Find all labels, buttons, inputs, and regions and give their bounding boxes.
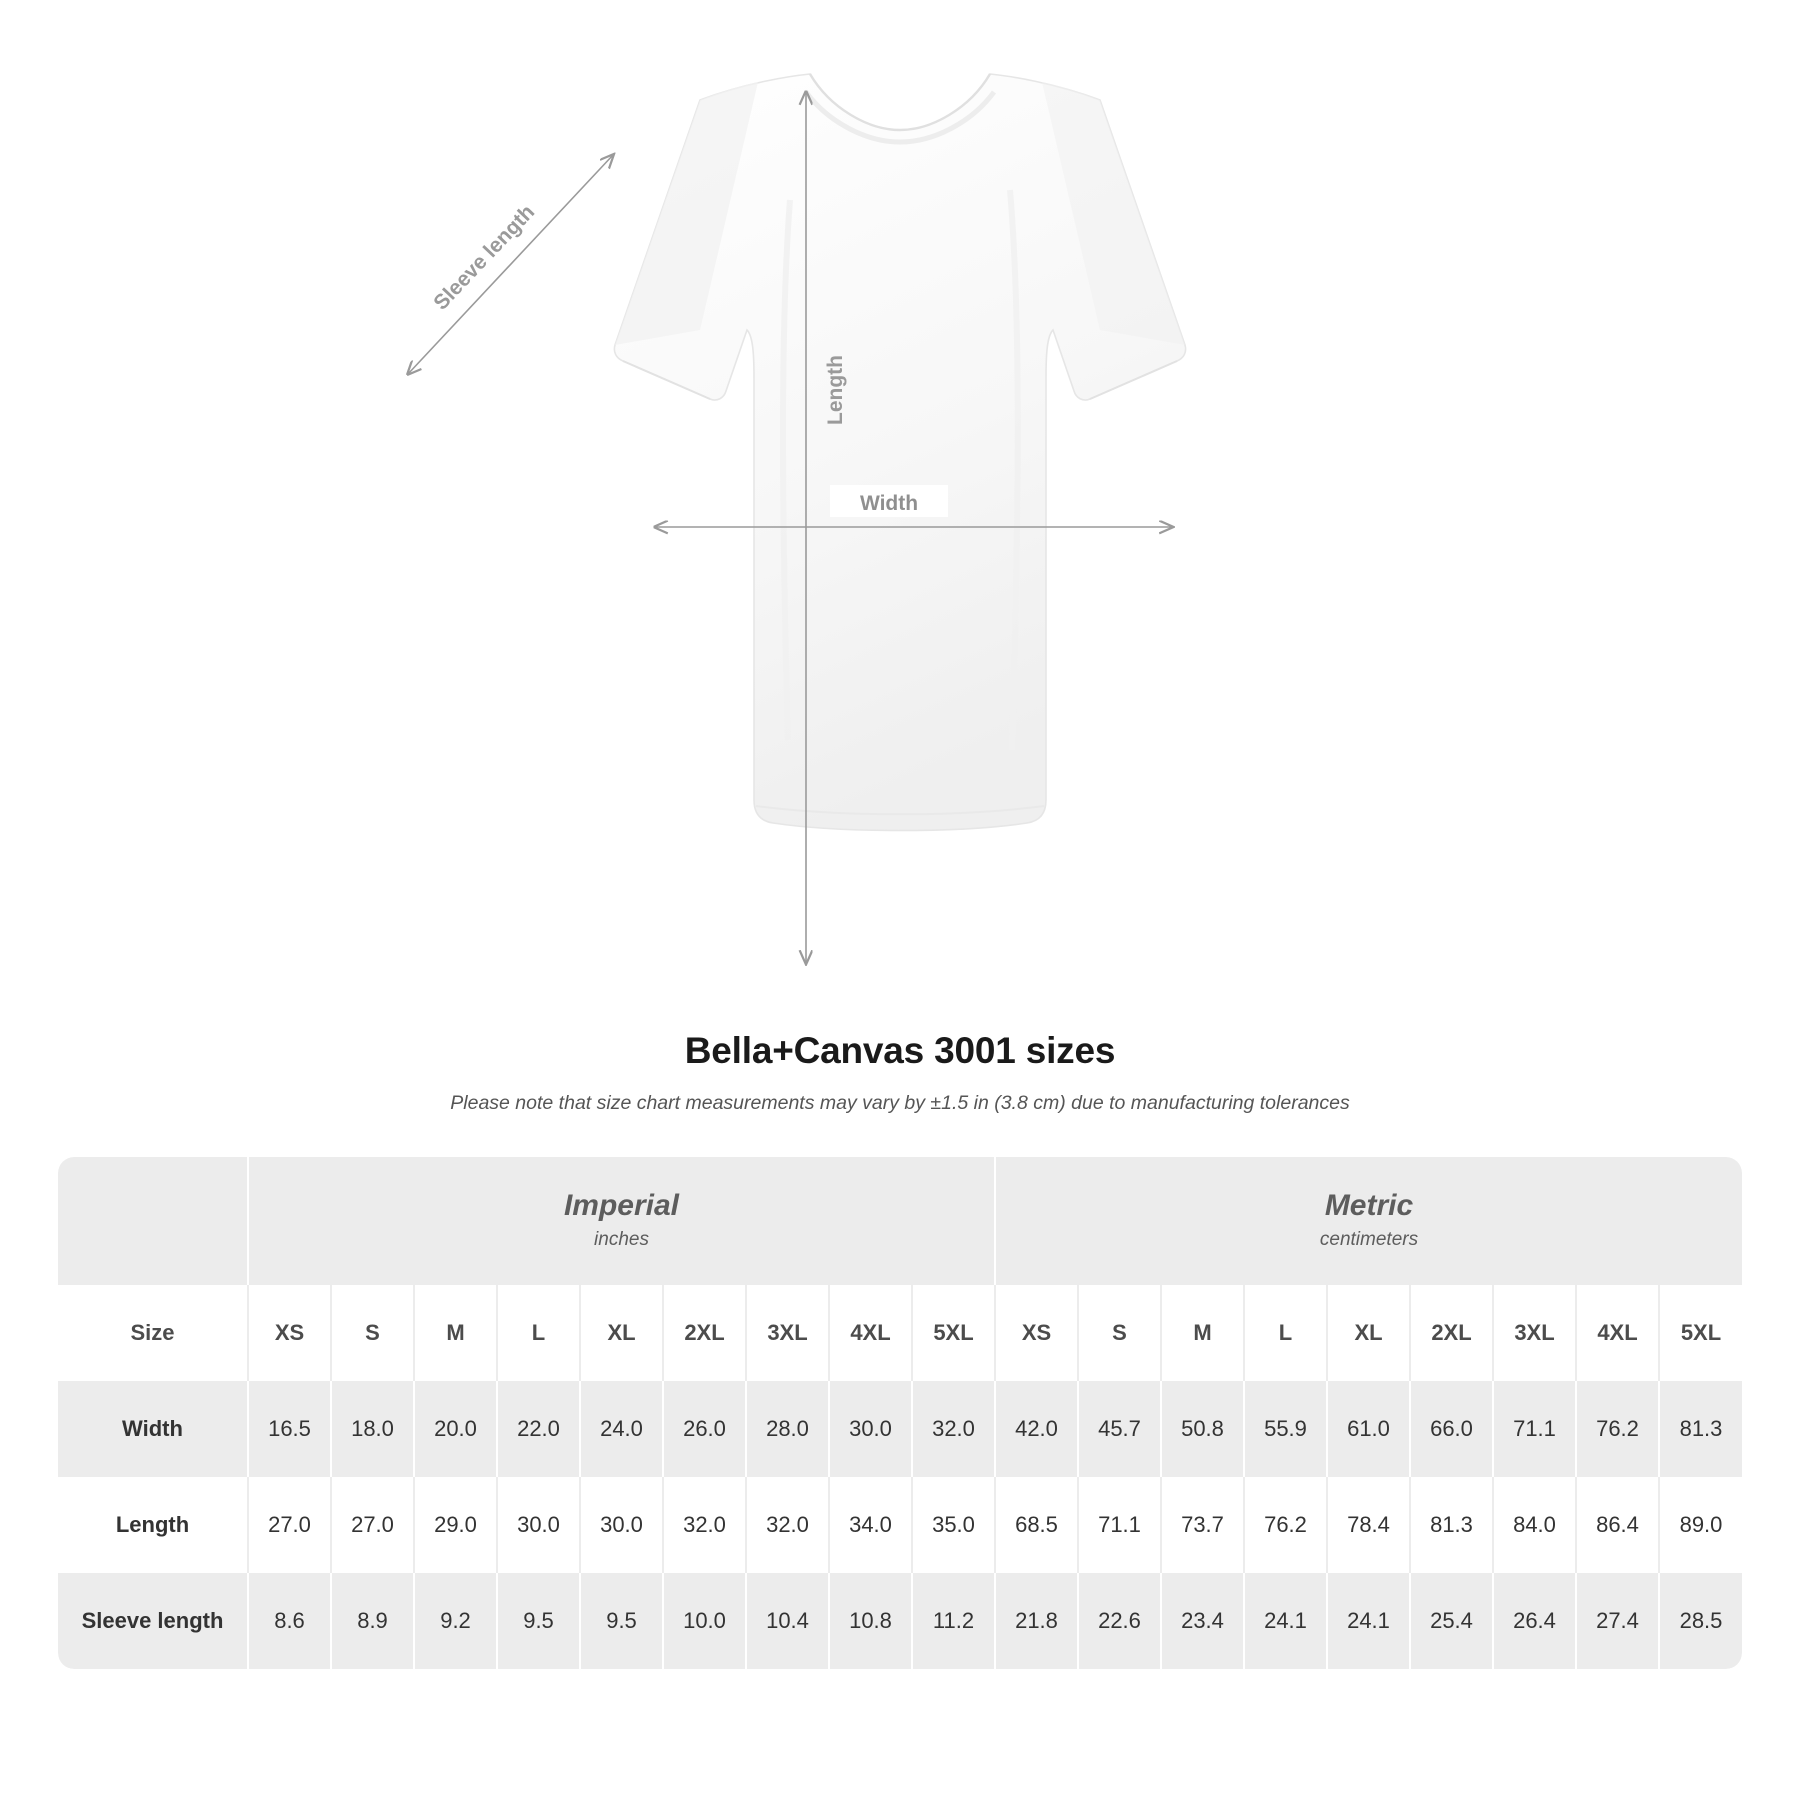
measurement-cell: 24.0 <box>580 1381 663 1477</box>
measurement-cell: 30.0 <box>829 1381 912 1477</box>
measurement-cell: 27.4 <box>1576 1573 1659 1669</box>
measurement-cell: 78.4 <box>1327 1477 1410 1573</box>
measurement-cell: 86.4 <box>1576 1477 1659 1573</box>
measurement-cell: 8.6 <box>248 1573 331 1669</box>
row-label: Length <box>58 1477 248 1573</box>
measurement-cell: 81.3 <box>1410 1477 1493 1573</box>
measurement-cell: 23.4 <box>1161 1573 1244 1669</box>
measurement-cell: 26.4 <box>1493 1573 1576 1669</box>
measurement-cell: 26.0 <box>663 1381 746 1477</box>
sleeve-length-label: Sleeve length <box>429 200 540 315</box>
size-header-cell: S <box>1078 1285 1161 1381</box>
unit-sub: inches <box>594 1228 649 1250</box>
measurement-cell: 42.0 <box>995 1381 1078 1477</box>
size-header-cell: 5XL <box>912 1285 995 1381</box>
measurement-cell: 34.0 <box>829 1477 912 1573</box>
measurement-cell: 20.0 <box>414 1381 497 1477</box>
unit-header-metric <box>995 1157 1742 1285</box>
measurement-cell: 73.7 <box>1161 1477 1244 1573</box>
measurement-cell: 27.0 <box>248 1477 331 1573</box>
size-table-wrap <box>58 1157 1742 1669</box>
measurement-cell: 55.9 <box>1244 1381 1327 1477</box>
table-row <box>58 1573 1742 1669</box>
measurement-cell: 28.5 <box>1659 1573 1742 1669</box>
measurement-cell: 16.5 <box>248 1381 331 1477</box>
row-label: Width <box>58 1381 248 1477</box>
measurement-cell: 45.7 <box>1078 1381 1161 1477</box>
size-header-cell: M <box>1161 1285 1244 1381</box>
measurement-cell: 61.0 <box>1327 1381 1410 1477</box>
measurement-cell: 32.0 <box>746 1477 829 1573</box>
size-header-cell: XL <box>580 1285 663 1381</box>
size-label-cell: Size <box>58 1285 248 1381</box>
row-label: Sleeve length <box>58 1573 248 1669</box>
measurement-cell: 76.2 <box>1576 1381 1659 1477</box>
measurement-cell: 29.0 <box>414 1477 497 1573</box>
measurement-cell: 24.1 <box>1244 1573 1327 1669</box>
length-label: Length <box>824 355 847 425</box>
measurement-cell: 22.0 <box>497 1381 580 1477</box>
measurement-cell: 68.5 <box>995 1477 1078 1573</box>
measurement-cell: 89.0 <box>1659 1477 1742 1573</box>
measurement-cell: 27.0 <box>331 1477 414 1573</box>
measurement-cell: 10.4 <box>746 1573 829 1669</box>
size-header-cell: 3XL <box>746 1285 829 1381</box>
tolerance-note: Please note that size chart measurements may vary by ±1.5 in (3.8 cm) due to manufacturing tolerances <box>450 1092 1350 1114</box>
size-header-cell: 2XL <box>663 1285 746 1381</box>
measurement-cell: 11.2 <box>912 1573 995 1669</box>
size-header-cell: L <box>497 1285 580 1381</box>
unit-name: Imperial <box>563 1189 680 1223</box>
measurement-cell: 8.9 <box>331 1573 414 1669</box>
table-row <box>58 1477 1742 1573</box>
size-header-cell: XS <box>995 1285 1078 1381</box>
measurement-cell: 25.4 <box>1410 1573 1493 1669</box>
measurement-cell: 21.8 <box>995 1573 1078 1669</box>
measurement-cell: 30.0 <box>497 1477 580 1573</box>
tshirt-shape <box>614 74 1185 831</box>
measurement-cell: 84.0 <box>1493 1477 1576 1573</box>
size-header-row <box>58 1285 1742 1381</box>
measurement-cell: 18.0 <box>331 1381 414 1477</box>
measurement-cell: 76.2 <box>1244 1477 1327 1573</box>
unit-banner-row <box>58 1157 1742 1285</box>
size-header-cell: 4XL <box>1576 1285 1659 1381</box>
measurement-cell: 32.0 <box>663 1477 746 1573</box>
measurement-cell: 32.0 <box>912 1381 995 1477</box>
measurement-cell: 28.0 <box>746 1381 829 1477</box>
measurement-cell: 35.0 <box>912 1477 995 1573</box>
measurement-cell: 24.1 <box>1327 1573 1410 1669</box>
table-row <box>58 1381 1742 1477</box>
size-header-cell: L <box>1244 1285 1327 1381</box>
unit-header-imperial <box>248 1157 995 1285</box>
measurement-cell: 71.1 <box>1493 1381 1576 1477</box>
measurement-cell: 66.0 <box>1410 1381 1493 1477</box>
unit-banner-spacer <box>58 1157 248 1285</box>
sleeve-length-dimension <box>408 155 613 374</box>
measurement-cell: 71.1 <box>1078 1477 1161 1573</box>
size-header-cell: M <box>414 1285 497 1381</box>
size-header-cell: 3XL <box>1493 1285 1576 1381</box>
measurement-cell: 10.8 <box>829 1573 912 1669</box>
unit-sub: centimeters <box>1319 1228 1419 1250</box>
unit-name: Metric <box>1324 1189 1414 1223</box>
size-header-cell: XS <box>248 1285 331 1381</box>
size-header-cell: XL <box>1327 1285 1410 1381</box>
measurement-cell: 9.2 <box>414 1573 497 1669</box>
measurement-cell: 81.3 <box>1659 1381 1742 1477</box>
width-label: Width <box>859 492 919 515</box>
size-header-cell: 2XL <box>1410 1285 1493 1381</box>
measurement-cell: 50.8 <box>1161 1381 1244 1477</box>
measurement-cell: 30.0 <box>580 1477 663 1573</box>
measurement-cell: 10.0 <box>663 1573 746 1669</box>
measurement-cell: 9.5 <box>580 1573 663 1669</box>
page-title: Bella+Canvas 3001 sizes <box>684 1030 1116 1071</box>
size-header-cell: 5XL <box>1659 1285 1742 1381</box>
size-header-cell: S <box>331 1285 414 1381</box>
measurement-cell: 9.5 <box>497 1573 580 1669</box>
size-header-cell: 4XL <box>829 1285 912 1381</box>
size-table <box>58 1157 1742 1669</box>
measurement-cell: 22.6 <box>1078 1573 1161 1669</box>
